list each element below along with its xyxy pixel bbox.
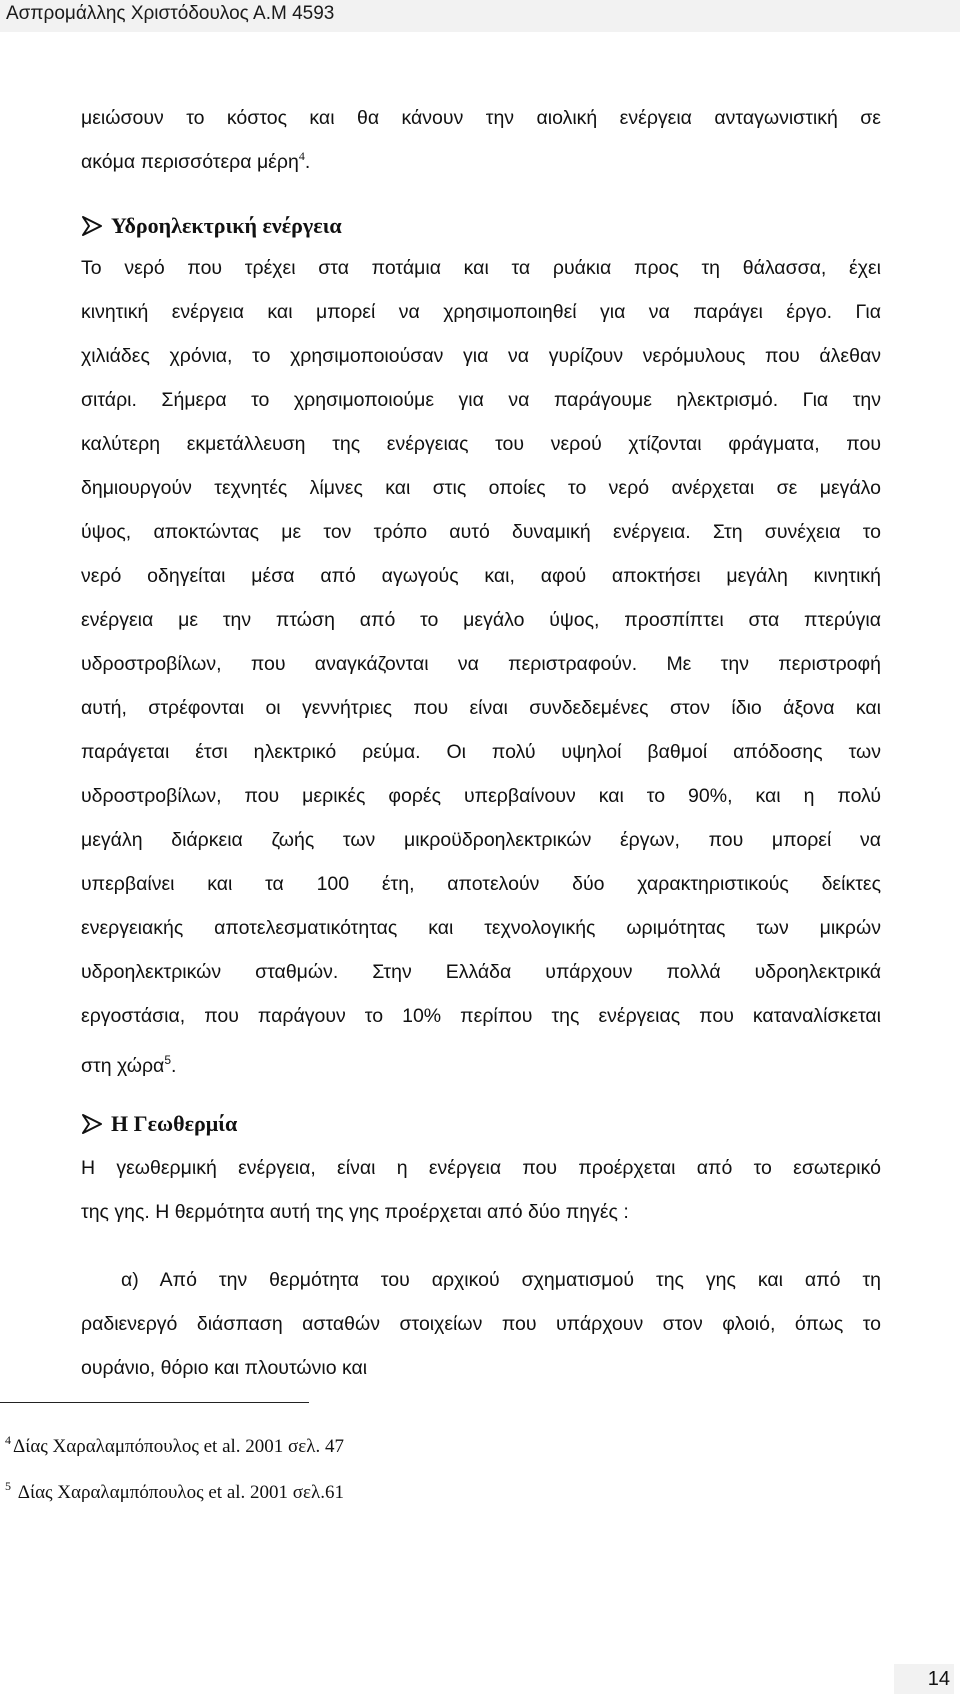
geo-paragraph bbox=[81, 1146, 881, 1234]
text-line: ραδιενεργό διάσπαση ασταθών στοιχείων που υπάρχουν στον φλοιό, όπως το bbox=[81, 1313, 881, 1335]
footnote-text: Δίας Χαραλαμπόπουλος et al. 2001 σελ.61 bbox=[17, 1482, 344, 1503]
text-line: εργοστάσια, που παράγουν το 10% περίπου της ενέργειας που καταναλίσκεται bbox=[81, 1005, 881, 1027]
text-line: α) Από την θερμότητα του αρχικού σχηματισμού της γης και από τη bbox=[121, 1269, 881, 1291]
text-line: υδροηλεκτρικών σταθμών. Στην Ελλάδα υπάρχουν πολλά υδροηλεκτρικά bbox=[81, 961, 881, 983]
hydro-paragraph bbox=[81, 246, 881, 1038]
text-line: μειώσουν το κόστος και θα κάνουν την αιολική ενέργεια ανταγωνιστική σε bbox=[81, 107, 881, 129]
text-line: κινητική ενέργεια και μπορεί να χρησιμοποιηθεί για να παράγει έργο. Για bbox=[81, 301, 881, 323]
text-line: ύψος, αποκτώντας με τον τρόπο αυτό δυναμική ενέργεια. Στη συνέχεια το bbox=[81, 521, 881, 543]
arrow-bullet-icon bbox=[81, 1113, 103, 1135]
hydro-last-line bbox=[81, 1044, 881, 1088]
text-line: Το νερό που τρέχει στα ποτάμια και τα ρυάκια προς τη θάλασσα, έχει bbox=[81, 257, 881, 279]
text-line: της γης. Η θερμότητα αυτή της γης προέρχεται από δύο πηγές : bbox=[81, 1201, 629, 1223]
intro-paragraph bbox=[81, 96, 881, 184]
header-text: Ασπρομάλλης Χριστόδουλος Α.Μ 4593 bbox=[6, 3, 335, 24]
text-segment: στη χώρα bbox=[81, 1055, 165, 1077]
arrow-bullet-icon bbox=[81, 215, 103, 237]
footnote-text: Δίας Χαραλαμπόπουλος et al. 2001 σελ. 47 bbox=[13, 1436, 344, 1457]
text-line bbox=[81, 1044, 881, 1088]
text-line: ενέργεια με την πτώση από το μεγάλο ύψος, προσπίπτει στα πτερύγια bbox=[81, 609, 881, 631]
text-line: μεγάλη διάρκεια ζωής των μικροϋδροηλεκτρικών έργων, που μπορεί να bbox=[81, 829, 881, 851]
text-line: χιλιάδες χρόνια, το χρησιμοποιούσαν για να γυρίζουν νερόμυλους που άλεθαν bbox=[81, 345, 881, 367]
text-line: ουράνιο, θόριο και πλουτώνιο και bbox=[81, 1357, 368, 1379]
text-line bbox=[81, 140, 881, 184]
footnote-number: 4 bbox=[5, 1433, 11, 1447]
footnote-4 bbox=[5, 1433, 344, 1458]
text-line: ενεργειακής αποτελεσματικότητας και τεχνολογικής ωριμότητας των μικρών bbox=[81, 917, 881, 939]
footnote-number: 5 bbox=[5, 1479, 11, 1493]
footnote-divider bbox=[0, 1402, 309, 1403]
text-line: υδροστροβίλων, που αναγκάζονται να περιστραφούν. Με την περιστροφή bbox=[81, 653, 881, 675]
page-number: 14 bbox=[894, 1664, 954, 1694]
text-line: καλύτερη εκμετάλλευση της ενέργειας του νερού χτίζονται φράγματα, που bbox=[81, 433, 881, 455]
heading-label: Υδροηλεκτρική ενέργεια bbox=[111, 213, 342, 238]
footnote-ref: 4 bbox=[298, 149, 305, 163]
text-segment: . bbox=[171, 1055, 177, 1077]
text-line: Η γεωθερμική ενέργεια, είναι η ενέργεια που προέρχεται από το εσωτερικό bbox=[81, 1157, 881, 1179]
text-line: παράγεται έτσι ηλεκτρικό ρεύμα. Οι πολύ υψηλοί βαθμοί απόδοσης των bbox=[81, 741, 881, 763]
page-header bbox=[0, 0, 960, 32]
text-segment: . bbox=[304, 151, 311, 173]
geo-item-a bbox=[81, 1258, 881, 1390]
section-heading-hydro bbox=[81, 206, 342, 246]
text-line: δημιουργούν τεχνητές λίμνες και στις οποίες το νερό ανέρχεται σε μεγάλο bbox=[81, 477, 881, 499]
section-heading-geo bbox=[81, 1104, 237, 1144]
footnote-5 bbox=[5, 1479, 344, 1504]
heading-label: Η Γεωθερμία bbox=[111, 1111, 238, 1136]
text-line: σιτάρι. Σήμερα το χρησιμοποιούμε για να παράγουμε ηλεκτρισμό. Για την bbox=[81, 389, 881, 411]
text-segment: ακόμα περισσότερα μέρη bbox=[81, 151, 299, 173]
text-line: αυτή, στρέφονται οι γεννήτριες που είναι συνδεδεμένες στον ίδιο άξονα και bbox=[81, 697, 881, 719]
text-line: νερό οδηγείται μέσα από αγωγούς και, αφού αποκτήσει μεγάλη κινητική bbox=[81, 565, 881, 587]
footnote-ref: 5 bbox=[164, 1053, 171, 1067]
text-line: υπερβαίνει και τα 100 έτη, αποτελούν δύο χαρακτηριστικούς δείκτες bbox=[81, 873, 881, 895]
text-line: υδροστροβίλων, που μερικές φορές υπερβαίνουν και το 90%, και η πολύ bbox=[81, 785, 881, 807]
